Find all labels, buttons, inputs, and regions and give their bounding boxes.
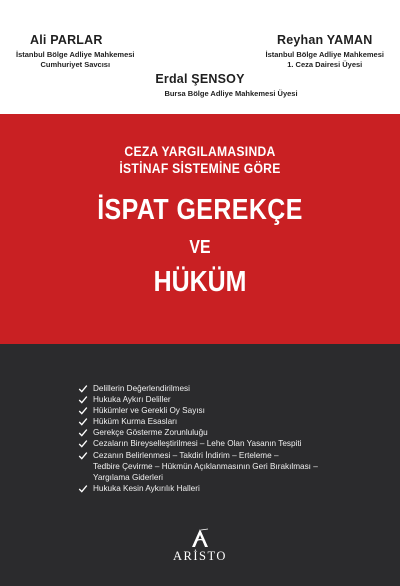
check-icon bbox=[78, 483, 88, 494]
topic-text: Cezanın Belirlenmesi – Takdiri İndirim – Erteleme – Tedbire Çevirme – Hükmün Açıklanmasının Geri Bırakılması – Yargılama Giderleri bbox=[93, 450, 318, 482]
check-icon bbox=[78, 383, 88, 394]
author-right bbox=[265, 33, 384, 70]
topic-item bbox=[78, 405, 318, 416]
author-right-title-1: İstanbul Bölge Adliye Mahkemesi bbox=[265, 50, 384, 59]
topic-item bbox=[78, 416, 318, 427]
title-band bbox=[0, 114, 400, 344]
topic-text: Hukuka Kesin Aykırılık Halleri bbox=[93, 483, 200, 493]
topic-text: Gerekçe Gösterme Zorunluluğu bbox=[93, 428, 208, 438]
topic-text: Hüküm Kurma Esasları bbox=[93, 417, 178, 427]
book-title-conjunction: VE bbox=[189, 237, 211, 257]
topic-text: Cezaların Bireyselleştirilmesi – Lehe Olan Yasanın Tespiti bbox=[93, 439, 302, 449]
topic-item bbox=[78, 438, 318, 449]
author-right-name: Reyhan YAMAN bbox=[276, 33, 373, 47]
topic-text: Hükümler ve Gerekli Oy Sayısı bbox=[93, 406, 205, 416]
topic-item bbox=[78, 483, 318, 494]
topic-text: Hukuka Aykırı Deliller bbox=[93, 395, 171, 405]
author-left-name: Ali PARLAR bbox=[30, 33, 103, 47]
check-icon bbox=[78, 438, 88, 449]
author-left bbox=[16, 33, 135, 70]
publisher-logo bbox=[163, 528, 237, 578]
topic-item bbox=[78, 450, 318, 483]
author-center bbox=[0, 72, 400, 99]
author-right-title-2: 1. Ceza Dairesi Üyesi bbox=[287, 60, 363, 69]
author-center-name: Erdal ŞENSOY bbox=[155, 72, 245, 86]
check-icon bbox=[78, 427, 88, 438]
publisher-name: ARİSTO bbox=[173, 549, 227, 563]
book-title-line-2: HÜKÜM bbox=[153, 266, 247, 298]
subtitle-line-2: İSTİNAF SİSTEMİNE GÖRE bbox=[119, 161, 281, 176]
topic-item bbox=[78, 394, 318, 405]
subtitle-line-1: CEZA YARGILAMASINDA bbox=[124, 144, 276, 159]
book-title-line-1: İSPAT GEREKÇE bbox=[97, 194, 303, 226]
topic-item bbox=[78, 427, 318, 438]
author-left-title-2: Cumhuriyet Savcısı bbox=[40, 60, 111, 69]
topic-text: Delillerin Değerlendirilmesi bbox=[93, 384, 190, 393]
check-icon bbox=[78, 416, 88, 427]
author-left-title-1: İstanbul Bölge Adliye Mahkemesi bbox=[16, 50, 135, 59]
check-icon bbox=[78, 450, 88, 461]
author-center-title: Bursa Bölge Adliye Mahkemesi Üyesi bbox=[164, 89, 298, 98]
check-icon bbox=[78, 405, 88, 416]
aristo-a-logo-icon bbox=[189, 528, 211, 548]
topic-list bbox=[78, 383, 318, 494]
check-icon bbox=[78, 394, 88, 405]
topic-item bbox=[78, 383, 318, 394]
